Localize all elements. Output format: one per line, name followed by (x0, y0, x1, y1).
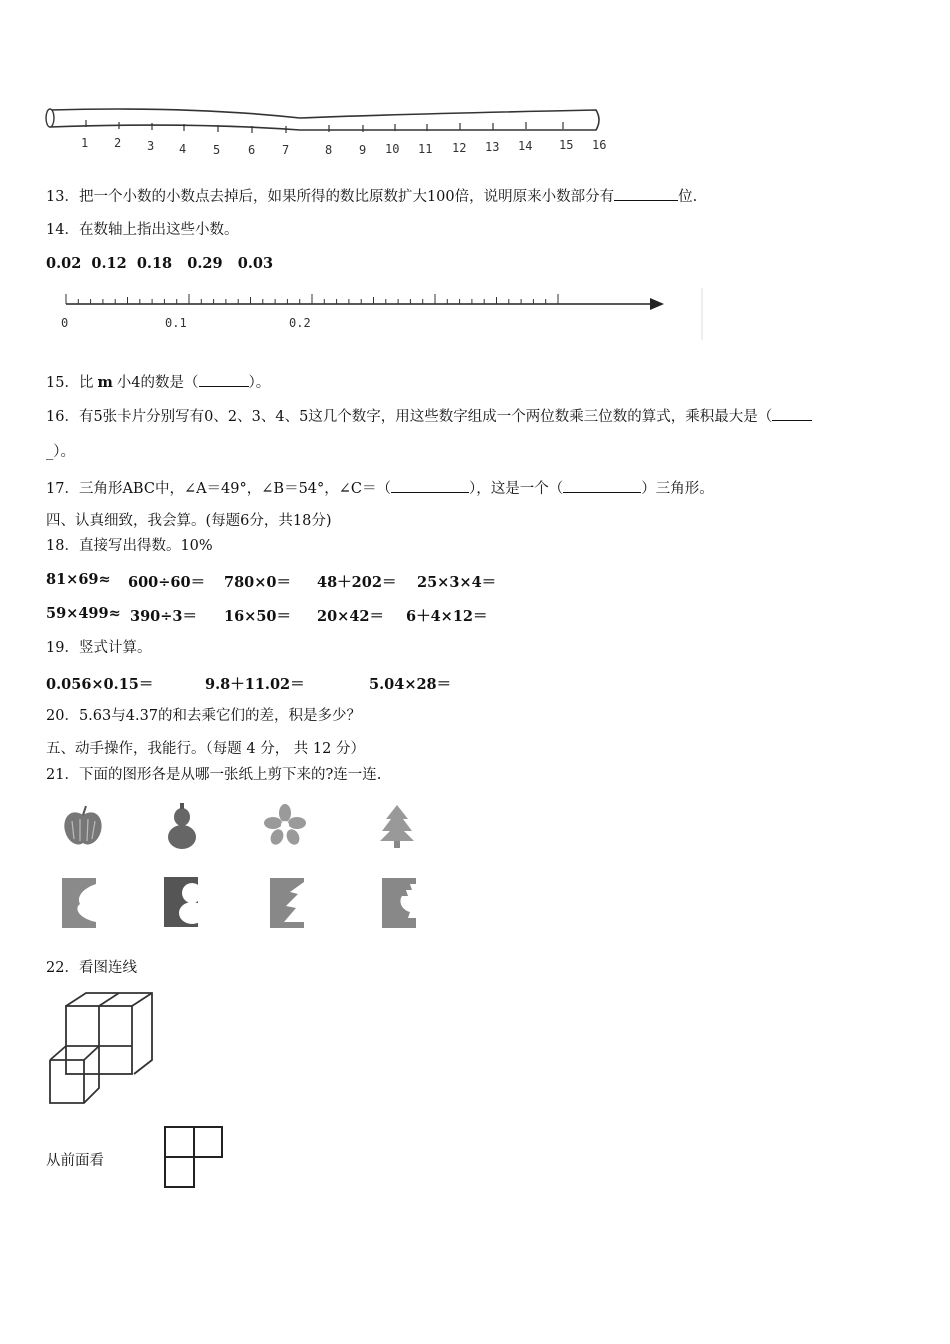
flower-shape-icon[interactable] (262, 803, 308, 847)
section-5-title: 五、动手操作，我能行。（每题 4 分， 共 12 分） (46, 741, 365, 757)
answer-blank[interactable] (772, 406, 812, 421)
paper-cutout-2-icon[interactable] (162, 875, 200, 929)
vertical-calc-item: 9.8＋11.02＝ (205, 676, 305, 693)
question-17-text3: ）三角形。 (641, 481, 714, 497)
answer-blank[interactable] (199, 372, 249, 387)
axis-label-0-1: 0.1 (165, 316, 187, 330)
ruler-label: 12 (452, 141, 467, 155)
paper-cutout-3-icon[interactable] (268, 876, 306, 930)
calc-item: 16×50＝ (224, 608, 292, 625)
answer-blank[interactable] (614, 186, 678, 201)
ruler-label: 13 (485, 140, 500, 154)
question-14-numbers: 0.02 0.12 0.18 0.29 0.03 (46, 255, 274, 272)
tree-shape-icon[interactable] (374, 803, 420, 849)
calc-item: 59×499≈ (46, 605, 121, 622)
paper-cutout-1-icon[interactable] (60, 876, 98, 930)
question-20: 20．5.63与4.37的和去乘它们的差，积是多少？ (46, 708, 362, 724)
front-view-label: 从前面看 (46, 1153, 104, 1169)
ruler-label: 5 (213, 143, 221, 157)
section-4-title: 四、认真细致，我会算。(每题6分，共18分) (46, 513, 332, 529)
question-15-mid: 小4的数是（ (116, 375, 199, 391)
ruler-label: 10 (385, 142, 400, 156)
question-17-text1: 17．三角形ABC中，∠A＝49°，∠B＝54°，∠C＝（ (46, 481, 392, 497)
question-15-var: m (97, 374, 113, 391)
ruler-label: 1 (81, 136, 89, 150)
ruler-label: 2 (114, 136, 122, 150)
question-18-title: 18．直接写出得数。10% (46, 538, 213, 554)
calc-item: 20×42＝ (317, 608, 385, 625)
question-17-text2: ），这是一个（ (469, 481, 564, 497)
axis-label-0-2: 0.2 (289, 316, 311, 330)
question-14 (46, 220, 238, 240)
question-15 (46, 372, 270, 393)
question-19-title: 19．竖式计算。 (46, 640, 152, 656)
calc-item: 780×0＝ (224, 574, 292, 591)
ruler-label: 7 (282, 143, 290, 157)
vertical-calc-item: 5.04×28＝ (369, 676, 452, 693)
question-17 (46, 478, 714, 499)
calc-item: 25×3×4＝ (417, 574, 497, 591)
calc-item: 48＋202＝ (317, 574, 397, 591)
calc-item: 6＋4×12＝ (406, 608, 488, 625)
cube-stack-figure (44, 990, 160, 1108)
vertical-calc-item: 0.056×0.15＝ (46, 676, 154, 693)
gourd-shape-icon[interactable] (162, 801, 202, 851)
calc-item: 600÷60＝ (128, 574, 206, 591)
ruler-label: 15 (559, 138, 574, 152)
answer-blank[interactable] (563, 478, 641, 493)
question-22-title: 22．看图连线 (46, 960, 137, 976)
ruler-label: 9 (359, 143, 367, 157)
number-line[interactable] (58, 288, 708, 340)
ruler-label: 3 (147, 139, 155, 153)
ruler-label: 6 (248, 143, 256, 157)
front-view-figure[interactable] (162, 1124, 226, 1190)
question-14-text: 14．在数轴上指出这些小数。 (46, 222, 239, 238)
apple-shape-icon[interactable] (60, 803, 106, 849)
question-16-text: 16．有5张卡片分别写有0、2、3、4、5这几个数字，用这些数字组成一个两位数乘三位数的算式，乘积最大是（ (46, 409, 773, 425)
question-13 (46, 186, 697, 207)
calc-item: 81×69≈ (46, 571, 111, 588)
ruler-label: 4 (179, 142, 187, 156)
question-16-suffix: ）。 (53, 444, 75, 460)
axis-label-0: 0 (61, 316, 69, 330)
ruler-label: 16 (592, 138, 607, 152)
question-13-suffix: 位. (678, 189, 698, 205)
ruler-label: 11 (418, 142, 433, 156)
question-15-suffix: ）。 (248, 375, 271, 391)
ruler-label: 14 (518, 139, 533, 153)
question-13-text: 13．把一个小数的小数点去掉后，如果所得的数比原数扩大100倍，说明原来小数部分有 (46, 189, 615, 205)
question-15-prefix: 15．比 (46, 375, 94, 391)
paper-cutout-4-icon[interactable] (380, 876, 418, 930)
answer-blank[interactable] (391, 478, 469, 493)
question-16 (46, 406, 812, 427)
calc-item: 390÷3＝ (130, 608, 198, 625)
question-16-underscore: _ (46, 444, 54, 460)
question-21: 21．下面的图形各是从哪一张纸上剪下来的?连一连. (46, 767, 382, 783)
ruler-label: 8 (325, 143, 333, 157)
question-16-cont (46, 442, 75, 462)
